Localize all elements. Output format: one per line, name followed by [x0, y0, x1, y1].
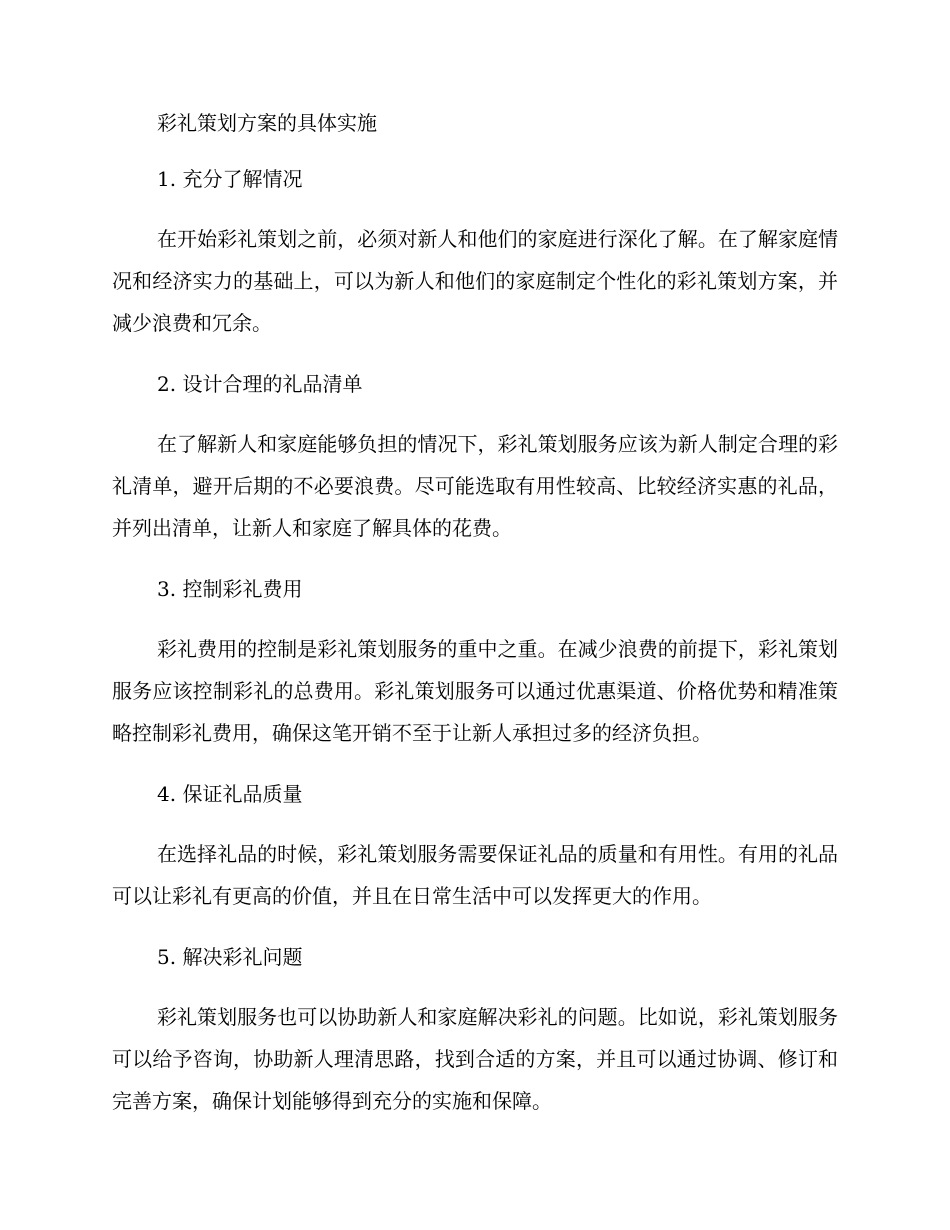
section-body-4: 在选择礼品的时候，彩礼策划服务需要保证礼品的质量和有用性。有用的礼品可以让彩礼有更高的价值，并且在日常生活中可以发挥更大的作用。 [112, 842, 838, 908]
section-body-1: 在开始彩礼策划之前，必须对新人和他们的家庭进行深化了解。在了解家庭情况和经济实力的基础上，可以为新人和他们的家庭制定个性化的彩礼策划方案，并减少浪费和冗余。 [112, 227, 838, 335]
section-heading-3: 3. 控制彩礼费用 [157, 577, 303, 601]
section-heading-1: 1. 充分了解情况 [157, 167, 303, 191]
section-heading-2: 2. 设计合理的礼品清单 [157, 372, 363, 396]
section-body-3: 彩礼费用的控制是彩礼策划服务的重中之重。在减少浪费的前提下，彩礼策划服务应该控制彩礼的总费用。彩礼策划服务可以通过优惠渠道、价格优势和精准策略控制彩礼费用，确保这笔开销不至于让新人承担过多的经济负担。 [112, 637, 838, 745]
section-heading-5: 5. 解决彩礼问题 [157, 945, 303, 969]
section-body-5: 彩礼策划服务也可以协助新人和家庭解决彩礼的问题。比如说，彩礼策划服务可以给予咨询，协助新人理清思路，找到合适的方案，并且可以通过协调、修订和完善方案，确保计划能够得到充分的实施和保障。 [112, 1005, 838, 1113]
section-heading-4: 4. 保证礼品质量 [157, 782, 303, 806]
document-title: 彩礼策划方案的具体实施 [157, 111, 377, 135]
section-body-2: 在了解新人和家庭能够负担的情况下，彩礼策划服务应该为新人制定合理的彩礼清单，避开后期的不必要浪费。尽可能选取有用性较高、比较经济实惠的礼品，并列出清单，让新人和家庭了解具体的花费。 [112, 432, 838, 540]
